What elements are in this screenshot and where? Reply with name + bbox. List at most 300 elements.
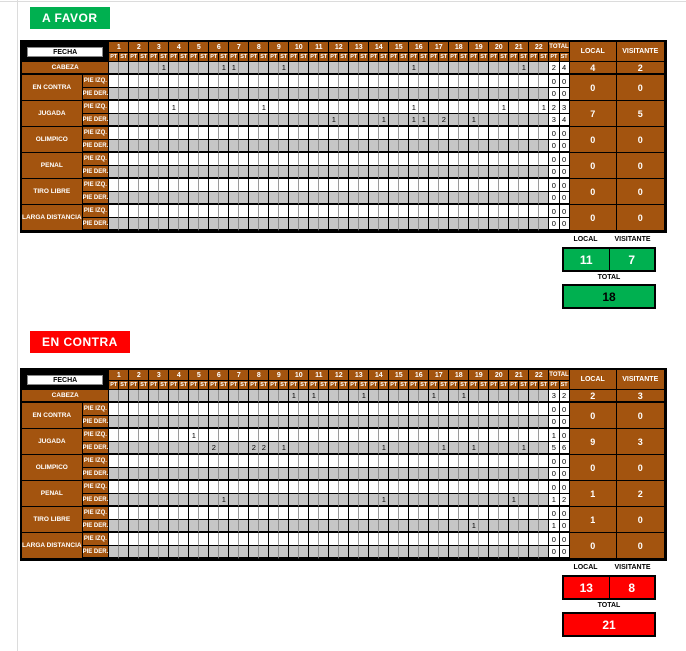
goal-cell-15-pt[interactable] bbox=[389, 62, 399, 75]
goal-cell-22-pt[interactable] bbox=[529, 442, 539, 455]
goal-cell-5-pt[interactable] bbox=[189, 494, 199, 507]
goal-cell-21-pt[interactable] bbox=[509, 218, 519, 231]
goal-cell-8-st[interactable] bbox=[259, 455, 269, 468]
goal-cell-6-st[interactable] bbox=[219, 481, 229, 494]
goal-cell-18-pt[interactable] bbox=[449, 390, 459, 403]
goal-cell-20-st[interactable] bbox=[499, 442, 509, 455]
goal-cell-15-st[interactable] bbox=[399, 507, 409, 520]
goal-cell-15-pt[interactable] bbox=[389, 205, 399, 218]
goal-cell-9-pt[interactable] bbox=[269, 481, 279, 494]
goal-cell-17-pt[interactable] bbox=[429, 468, 439, 481]
row-total-pt[interactable]: 3 bbox=[549, 114, 559, 127]
goal-cell-19-pt[interactable] bbox=[469, 192, 479, 205]
goal-cell-14-st[interactable] bbox=[379, 390, 389, 403]
goal-cell-7-pt[interactable] bbox=[229, 101, 239, 114]
goal-cell-17-st[interactable] bbox=[439, 88, 449, 101]
goal-cell-3-pt[interactable] bbox=[149, 218, 159, 231]
goal-cell-18-st[interactable] bbox=[459, 140, 469, 153]
goal-cell-9-pt[interactable] bbox=[269, 127, 279, 140]
goal-cell-9-st[interactable] bbox=[279, 179, 289, 192]
goal-cell-12-st[interactable] bbox=[339, 88, 349, 101]
goal-cell-22-pt[interactable] bbox=[529, 390, 539, 403]
goal-cell-9-pt[interactable] bbox=[269, 533, 279, 546]
goal-cell-7-st[interactable] bbox=[239, 507, 249, 520]
goal-cell-2-pt[interactable] bbox=[129, 166, 139, 179]
goal-cell-8-pt[interactable] bbox=[249, 62, 259, 75]
goal-cell-1-st[interactable] bbox=[119, 192, 129, 205]
goal-cell-14-pt[interactable] bbox=[369, 62, 379, 75]
goal-cell-3-pt[interactable] bbox=[149, 442, 159, 455]
goal-cell-10-st[interactable] bbox=[299, 192, 309, 205]
goal-cell-22-st[interactable] bbox=[539, 179, 549, 192]
goal-cell-10-st[interactable] bbox=[299, 127, 309, 140]
goal-cell-22-st[interactable] bbox=[539, 205, 549, 218]
goal-cell-10-pt[interactable] bbox=[289, 403, 299, 416]
goal-cell-8-st[interactable] bbox=[259, 140, 269, 153]
group-visitante-total[interactable]: 0 bbox=[617, 403, 665, 429]
summary-visitante-value[interactable]: 7 bbox=[628, 252, 636, 267]
row-total-pt[interactable]: 0 bbox=[549, 481, 559, 494]
goal-cell-4-pt[interactable] bbox=[169, 218, 179, 231]
goal-cell-10-st[interactable] bbox=[299, 88, 309, 101]
goal-cell-4-st[interactable] bbox=[179, 88, 189, 101]
row-total-st[interactable]: 0 bbox=[560, 520, 570, 533]
goal-cell-5-pt[interactable] bbox=[189, 442, 199, 455]
goal-cell-22-pt[interactable] bbox=[529, 88, 539, 101]
goal-cell-9-st[interactable] bbox=[279, 192, 289, 205]
goal-cell-12-pt[interactable] bbox=[329, 533, 339, 546]
group-local-total[interactable]: 2 bbox=[570, 390, 617, 403]
goal-cell-17-st[interactable] bbox=[439, 507, 449, 520]
goal-cell-11-st[interactable] bbox=[319, 153, 329, 166]
goal-cell-17-pt[interactable] bbox=[429, 218, 439, 231]
goal-cell-11-pt[interactable] bbox=[309, 192, 319, 205]
goal-cell-16-st[interactable] bbox=[419, 75, 429, 88]
goal-cell-21-pt[interactable] bbox=[509, 192, 519, 205]
goal-cell-12-pt[interactable] bbox=[329, 140, 339, 153]
goal-cell-11-st[interactable] bbox=[319, 179, 329, 192]
goal-cell-2-st[interactable] bbox=[139, 468, 149, 481]
goal-cell-18-st[interactable] bbox=[459, 153, 469, 166]
goal-cell-10-st[interactable] bbox=[299, 205, 309, 218]
goal-cell-1-st[interactable] bbox=[119, 62, 129, 75]
goal-cell-5-st[interactable] bbox=[199, 494, 209, 507]
goal-cell-13-pt[interactable] bbox=[349, 442, 359, 455]
goal-cell-17-st[interactable]: 1 bbox=[439, 442, 449, 455]
goal-cell-8-st[interactable] bbox=[259, 62, 269, 75]
goal-cell-17-pt[interactable]: 1 bbox=[429, 390, 439, 403]
row-total-pt[interactable]: 0 bbox=[549, 403, 559, 416]
row-total-pt[interactable]: 1 bbox=[549, 494, 559, 507]
goal-cell-17-st[interactable] bbox=[439, 533, 449, 546]
goal-cell-17-st[interactable] bbox=[439, 494, 449, 507]
goal-cell-3-st[interactable] bbox=[159, 546, 169, 559]
goal-cell-15-pt[interactable] bbox=[389, 520, 399, 533]
goal-cell-18-st[interactable] bbox=[459, 166, 469, 179]
goal-cell-19-st[interactable] bbox=[479, 179, 489, 192]
goal-cell-7-st[interactable] bbox=[239, 127, 249, 140]
goal-cell-4-pt[interactable] bbox=[169, 481, 179, 494]
goal-cell-20-st[interactable] bbox=[499, 481, 509, 494]
goal-cell-13-st[interactable] bbox=[359, 546, 369, 559]
goal-cell-10-pt[interactable] bbox=[289, 416, 299, 429]
goal-cell-17-pt[interactable] bbox=[429, 546, 439, 559]
goal-cell-19-pt[interactable] bbox=[469, 88, 479, 101]
goal-cell-6-pt[interactable] bbox=[209, 114, 219, 127]
goal-cell-21-st[interactable] bbox=[519, 403, 529, 416]
goal-cell-11-pt[interactable] bbox=[309, 403, 319, 416]
goal-cell-3-st[interactable] bbox=[159, 192, 169, 205]
goal-cell-22-pt[interactable] bbox=[529, 468, 539, 481]
summary-total-value[interactable]: 21 bbox=[562, 612, 656, 637]
goal-cell-9-pt[interactable] bbox=[269, 62, 279, 75]
goal-cell-12-st[interactable] bbox=[339, 520, 349, 533]
goal-cell-14-pt[interactable] bbox=[369, 403, 379, 416]
goal-cell-9-st[interactable] bbox=[279, 481, 289, 494]
goal-cell-11-st[interactable] bbox=[319, 101, 329, 114]
goal-cell-3-st[interactable] bbox=[159, 533, 169, 546]
goal-cell-1-pt[interactable] bbox=[109, 101, 119, 114]
goal-cell-22-pt[interactable] bbox=[529, 455, 539, 468]
row-total-st[interactable]: 0 bbox=[560, 205, 570, 218]
group-local-total[interactable]: 0 bbox=[570, 205, 617, 231]
goal-cell-11-pt[interactable]: 1 bbox=[309, 390, 319, 403]
goal-cell-2-st[interactable] bbox=[139, 442, 149, 455]
goal-cell-9-st[interactable] bbox=[279, 75, 289, 88]
goal-cell-20-st[interactable] bbox=[499, 75, 509, 88]
goal-cell-20-st[interactable]: 1 bbox=[499, 101, 509, 114]
goal-cell-16-pt[interactable] bbox=[409, 533, 419, 546]
goal-cell-6-st[interactable] bbox=[219, 179, 229, 192]
goal-cell-22-pt[interactable] bbox=[529, 416, 539, 429]
goal-cell-13-st[interactable] bbox=[359, 179, 369, 192]
goal-cell-7-st[interactable] bbox=[239, 179, 249, 192]
goal-cell-22-pt[interactable] bbox=[529, 494, 539, 507]
goal-cell-21-st[interactable]: 1 bbox=[519, 62, 529, 75]
goal-cell-15-st[interactable] bbox=[399, 114, 409, 127]
goal-cell-2-pt[interactable] bbox=[129, 520, 139, 533]
goal-cell-5-st[interactable] bbox=[199, 88, 209, 101]
goal-cell-15-st[interactable] bbox=[399, 179, 409, 192]
goal-cell-8-pt[interactable] bbox=[249, 468, 259, 481]
goal-cell-15-pt[interactable] bbox=[389, 140, 399, 153]
goal-cell-14-st[interactable]: 1 bbox=[379, 442, 389, 455]
goal-cell-2-st[interactable] bbox=[139, 520, 149, 533]
goal-cell-8-pt[interactable] bbox=[249, 390, 259, 403]
goal-cell-13-pt[interactable] bbox=[349, 101, 359, 114]
goal-cell-20-pt[interactable] bbox=[489, 546, 499, 559]
goal-cell-2-st[interactable] bbox=[139, 455, 149, 468]
goal-cell-7-st[interactable] bbox=[239, 153, 249, 166]
goal-cell-5-pt[interactable] bbox=[189, 416, 199, 429]
goal-cell-12-pt[interactable] bbox=[329, 546, 339, 559]
goal-cell-12-st[interactable] bbox=[339, 192, 349, 205]
goal-cell-19-st[interactable] bbox=[479, 166, 489, 179]
goal-cell-16-pt[interactable] bbox=[409, 127, 419, 140]
goal-cell-19-pt[interactable] bbox=[469, 205, 479, 218]
goal-cell-2-pt[interactable] bbox=[129, 481, 139, 494]
goal-cell-10-pt[interactable] bbox=[289, 192, 299, 205]
goal-cell-20-st[interactable] bbox=[499, 416, 509, 429]
goal-cell-8-st[interactable] bbox=[259, 127, 269, 140]
goal-cell-16-st[interactable] bbox=[419, 429, 429, 442]
goal-cell-9-pt[interactable] bbox=[269, 507, 279, 520]
goal-cell-9-pt[interactable] bbox=[269, 416, 279, 429]
goal-cell-10-st[interactable] bbox=[299, 403, 309, 416]
goal-cell-20-pt[interactable] bbox=[489, 62, 499, 75]
goal-cell-12-pt[interactable] bbox=[329, 481, 339, 494]
goal-cell-21-st[interactable] bbox=[519, 507, 529, 520]
goal-cell-10-st[interactable] bbox=[299, 429, 309, 442]
goal-cell-16-st[interactable] bbox=[419, 127, 429, 140]
goal-cell-20-st[interactable] bbox=[499, 494, 509, 507]
goal-cell-7-st[interactable] bbox=[239, 218, 249, 231]
goal-cell-12-pt[interactable] bbox=[329, 416, 339, 429]
row-total-st[interactable]: 4 bbox=[560, 114, 570, 127]
goal-cell-6-st[interactable] bbox=[219, 520, 229, 533]
goal-cell-1-pt[interactable] bbox=[109, 416, 119, 429]
row-total-pt[interactable]: 0 bbox=[549, 546, 559, 559]
goal-cell-20-pt[interactable] bbox=[489, 205, 499, 218]
goal-cell-7-pt[interactable] bbox=[229, 520, 239, 533]
goal-cell-4-pt[interactable] bbox=[169, 192, 179, 205]
goal-cell-19-st[interactable] bbox=[479, 507, 489, 520]
goal-cell-1-st[interactable] bbox=[119, 140, 129, 153]
goal-cell-7-pt[interactable] bbox=[229, 403, 239, 416]
goal-cell-13-pt[interactable] bbox=[349, 546, 359, 559]
goal-cell-17-pt[interactable] bbox=[429, 442, 439, 455]
goal-cell-7-pt[interactable] bbox=[229, 429, 239, 442]
goal-cell-20-pt[interactable] bbox=[489, 481, 499, 494]
goal-cell-21-pt[interactable] bbox=[509, 140, 519, 153]
goal-cell-5-pt[interactable] bbox=[189, 546, 199, 559]
row-total-pt[interactable]: 2 bbox=[549, 62, 559, 75]
goal-cell-14-st[interactable] bbox=[379, 416, 389, 429]
goal-cell-18-st[interactable] bbox=[459, 114, 469, 127]
goal-cell-19-st[interactable] bbox=[479, 455, 489, 468]
goal-cell-13-pt[interactable] bbox=[349, 192, 359, 205]
goal-cell-12-st[interactable] bbox=[339, 114, 349, 127]
goal-cell-14-pt[interactable] bbox=[369, 416, 379, 429]
goal-cell-12-pt[interactable] bbox=[329, 75, 339, 88]
goal-cell-22-pt[interactable] bbox=[529, 75, 539, 88]
row-total-pt[interactable]: 0 bbox=[549, 166, 559, 179]
goal-cell-16-st[interactable] bbox=[419, 455, 429, 468]
goal-cell-15-st[interactable] bbox=[399, 403, 409, 416]
goal-cell-8-st[interactable] bbox=[259, 468, 269, 481]
goal-cell-18-pt[interactable] bbox=[449, 127, 459, 140]
goal-cell-3-st[interactable] bbox=[159, 494, 169, 507]
goal-cell-19-st[interactable] bbox=[479, 127, 489, 140]
goal-cell-2-pt[interactable] bbox=[129, 218, 139, 231]
goal-cell-7-st[interactable] bbox=[239, 481, 249, 494]
goal-cell-16-pt[interactable] bbox=[409, 166, 419, 179]
goal-cell-13-pt[interactable] bbox=[349, 153, 359, 166]
goal-cell-5-pt[interactable] bbox=[189, 140, 199, 153]
goal-cell-7-st[interactable] bbox=[239, 192, 249, 205]
goal-cell-16-st[interactable] bbox=[419, 166, 429, 179]
goal-cell-17-st[interactable] bbox=[439, 127, 449, 140]
goal-cell-6-st[interactable] bbox=[219, 88, 229, 101]
goal-cell-11-pt[interactable] bbox=[309, 140, 319, 153]
goal-cell-8-pt[interactable] bbox=[249, 127, 259, 140]
row-total-pt[interactable]: 0 bbox=[549, 127, 559, 140]
goal-cell-12-st[interactable] bbox=[339, 468, 349, 481]
goal-cell-8-pt[interactable] bbox=[249, 114, 259, 127]
goal-cell-9-st[interactable] bbox=[279, 390, 289, 403]
goal-cell-5-pt[interactable] bbox=[189, 218, 199, 231]
goal-cell-2-st[interactable] bbox=[139, 416, 149, 429]
goal-cell-1-pt[interactable] bbox=[109, 390, 119, 403]
goal-cell-17-st[interactable] bbox=[439, 429, 449, 442]
goal-cell-2-st[interactable] bbox=[139, 101, 149, 114]
goal-cell-12-pt[interactable] bbox=[329, 218, 339, 231]
goal-cell-1-st[interactable] bbox=[119, 546, 129, 559]
goal-cell-17-pt[interactable] bbox=[429, 403, 439, 416]
goal-cell-10-pt[interactable] bbox=[289, 533, 299, 546]
goal-cell-14-st[interactable] bbox=[379, 533, 389, 546]
goal-cell-18-st[interactable] bbox=[459, 403, 469, 416]
goal-cell-19-st[interactable] bbox=[479, 88, 489, 101]
goal-cell-12-pt[interactable] bbox=[329, 494, 339, 507]
goal-cell-2-pt[interactable] bbox=[129, 468, 139, 481]
goal-cell-21-st[interactable] bbox=[519, 218, 529, 231]
goal-cell-14-pt[interactable] bbox=[369, 429, 379, 442]
goal-cell-14-st[interactable] bbox=[379, 520, 389, 533]
goal-cell-20-st[interactable] bbox=[499, 533, 509, 546]
goal-cell-19-pt[interactable] bbox=[469, 75, 479, 88]
goal-cell-15-pt[interactable] bbox=[389, 468, 399, 481]
goal-cell-8-st[interactable]: 2 bbox=[259, 442, 269, 455]
goal-cell-11-st[interactable] bbox=[319, 546, 329, 559]
goal-cell-21-pt[interactable] bbox=[509, 153, 519, 166]
goal-cell-1-pt[interactable] bbox=[109, 205, 119, 218]
goal-cell-12-st[interactable] bbox=[339, 166, 349, 179]
row-total-pt[interactable]: 0 bbox=[549, 507, 559, 520]
goal-cell-11-pt[interactable] bbox=[309, 520, 319, 533]
goal-cell-9-pt[interactable] bbox=[269, 88, 279, 101]
row-total-st[interactable]: 0 bbox=[560, 127, 570, 140]
goal-cell-3-pt[interactable] bbox=[149, 153, 159, 166]
goal-cell-2-st[interactable] bbox=[139, 192, 149, 205]
goal-cell-9-pt[interactable] bbox=[269, 140, 279, 153]
goal-cell-15-st[interactable] bbox=[399, 494, 409, 507]
goal-cell-3-pt[interactable] bbox=[149, 205, 159, 218]
goal-cell-15-pt[interactable] bbox=[389, 166, 399, 179]
goal-cell-6-pt[interactable] bbox=[209, 101, 219, 114]
group-local-total[interactable]: 7 bbox=[570, 101, 617, 127]
goal-cell-9-pt[interactable] bbox=[269, 75, 279, 88]
goal-cell-19-pt[interactable] bbox=[469, 429, 479, 442]
goal-cell-11-st[interactable] bbox=[319, 533, 329, 546]
goal-cell-19-pt[interactable] bbox=[469, 179, 479, 192]
goal-cell-19-st[interactable] bbox=[479, 494, 489, 507]
goal-cell-6-pt[interactable] bbox=[209, 390, 219, 403]
goal-cell-1-st[interactable] bbox=[119, 416, 129, 429]
goal-cell-1-pt[interactable] bbox=[109, 507, 119, 520]
goal-cell-9-st[interactable] bbox=[279, 114, 289, 127]
goal-cell-8-pt[interactable] bbox=[249, 507, 259, 520]
goal-cell-4-st[interactable] bbox=[179, 533, 189, 546]
goal-cell-10-st[interactable] bbox=[299, 179, 309, 192]
goal-cell-18-st[interactable]: 1 bbox=[459, 390, 469, 403]
goal-cell-3-pt[interactable] bbox=[149, 520, 159, 533]
goal-cell-4-st[interactable] bbox=[179, 403, 189, 416]
goal-cell-5-st[interactable] bbox=[199, 75, 209, 88]
goal-cell-2-pt[interactable] bbox=[129, 127, 139, 140]
goal-cell-9-pt[interactable] bbox=[269, 390, 279, 403]
goal-cell-10-pt[interactable] bbox=[289, 481, 299, 494]
goal-cell-19-pt[interactable] bbox=[469, 403, 479, 416]
goal-cell-17-st[interactable] bbox=[439, 75, 449, 88]
goal-cell-7-pt[interactable] bbox=[229, 494, 239, 507]
goal-cell-6-pt[interactable] bbox=[209, 153, 219, 166]
group-local-total[interactable]: 0 bbox=[570, 127, 617, 153]
goal-cell-14-pt[interactable] bbox=[369, 153, 379, 166]
goal-cell-18-st[interactable] bbox=[459, 494, 469, 507]
goal-cell-21-pt[interactable] bbox=[509, 101, 519, 114]
goal-cell-2-pt[interactable] bbox=[129, 546, 139, 559]
goal-cell-9-st[interactable] bbox=[279, 429, 289, 442]
goal-cell-16-pt[interactable]: 1 bbox=[409, 101, 419, 114]
goal-cell-20-pt[interactable] bbox=[489, 153, 499, 166]
goal-cell-5-st[interactable] bbox=[199, 468, 209, 481]
goal-cell-17-pt[interactable] bbox=[429, 140, 439, 153]
goal-cell-3-st[interactable] bbox=[159, 127, 169, 140]
goal-cell-11-pt[interactable] bbox=[309, 416, 319, 429]
group-visitante-total[interactable]: 0 bbox=[617, 127, 665, 153]
goal-cell-5-st[interactable] bbox=[199, 520, 209, 533]
goal-cell-22-st[interactable] bbox=[539, 390, 549, 403]
goal-cell-17-pt[interactable] bbox=[429, 153, 439, 166]
goal-cell-12-st[interactable] bbox=[339, 455, 349, 468]
goal-cell-5-pt[interactable] bbox=[189, 166, 199, 179]
goal-cell-21-pt[interactable] bbox=[509, 442, 519, 455]
goal-cell-18-pt[interactable] bbox=[449, 468, 459, 481]
goal-cell-3-pt[interactable] bbox=[149, 481, 159, 494]
goal-cell-22-st[interactable] bbox=[539, 62, 549, 75]
goal-cell-12-st[interactable] bbox=[339, 507, 349, 520]
goal-cell-17-pt[interactable] bbox=[429, 533, 439, 546]
goal-cell-14-st[interactable] bbox=[379, 205, 389, 218]
goal-cell-7-st[interactable] bbox=[239, 140, 249, 153]
goal-cell-6-pt[interactable] bbox=[209, 218, 219, 231]
goal-cell-22-st[interactable] bbox=[539, 416, 549, 429]
goal-cell-3-pt[interactable] bbox=[149, 166, 159, 179]
goal-cell-3-pt[interactable] bbox=[149, 507, 159, 520]
row-total-st[interactable]: 4 bbox=[560, 62, 570, 75]
goal-cell-3-st[interactable] bbox=[159, 205, 169, 218]
goal-cell-18-pt[interactable] bbox=[449, 179, 459, 192]
goal-cell-5-st[interactable] bbox=[199, 403, 209, 416]
group-visitante-total[interactable]: 0 bbox=[617, 179, 665, 205]
goal-cell-12-pt[interactable] bbox=[329, 455, 339, 468]
goal-cell-4-st[interactable] bbox=[179, 62, 189, 75]
goal-cell-12-pt[interactable] bbox=[329, 442, 339, 455]
goal-cell-10-pt[interactable] bbox=[289, 494, 299, 507]
goal-cell-21-st[interactable] bbox=[519, 533, 529, 546]
goal-cell-14-pt[interactable] bbox=[369, 546, 379, 559]
goal-cell-12-st[interactable] bbox=[339, 205, 349, 218]
goal-cell-6-pt[interactable] bbox=[209, 205, 219, 218]
goal-cell-6-st[interactable] bbox=[219, 533, 229, 546]
goal-cell-14-st[interactable] bbox=[379, 546, 389, 559]
goal-cell-10-st[interactable] bbox=[299, 455, 309, 468]
goal-cell-19-pt[interactable] bbox=[469, 507, 479, 520]
goal-cell-10-st[interactable] bbox=[299, 520, 309, 533]
goal-cell-18-st[interactable] bbox=[459, 205, 469, 218]
goal-cell-2-st[interactable] bbox=[139, 153, 149, 166]
